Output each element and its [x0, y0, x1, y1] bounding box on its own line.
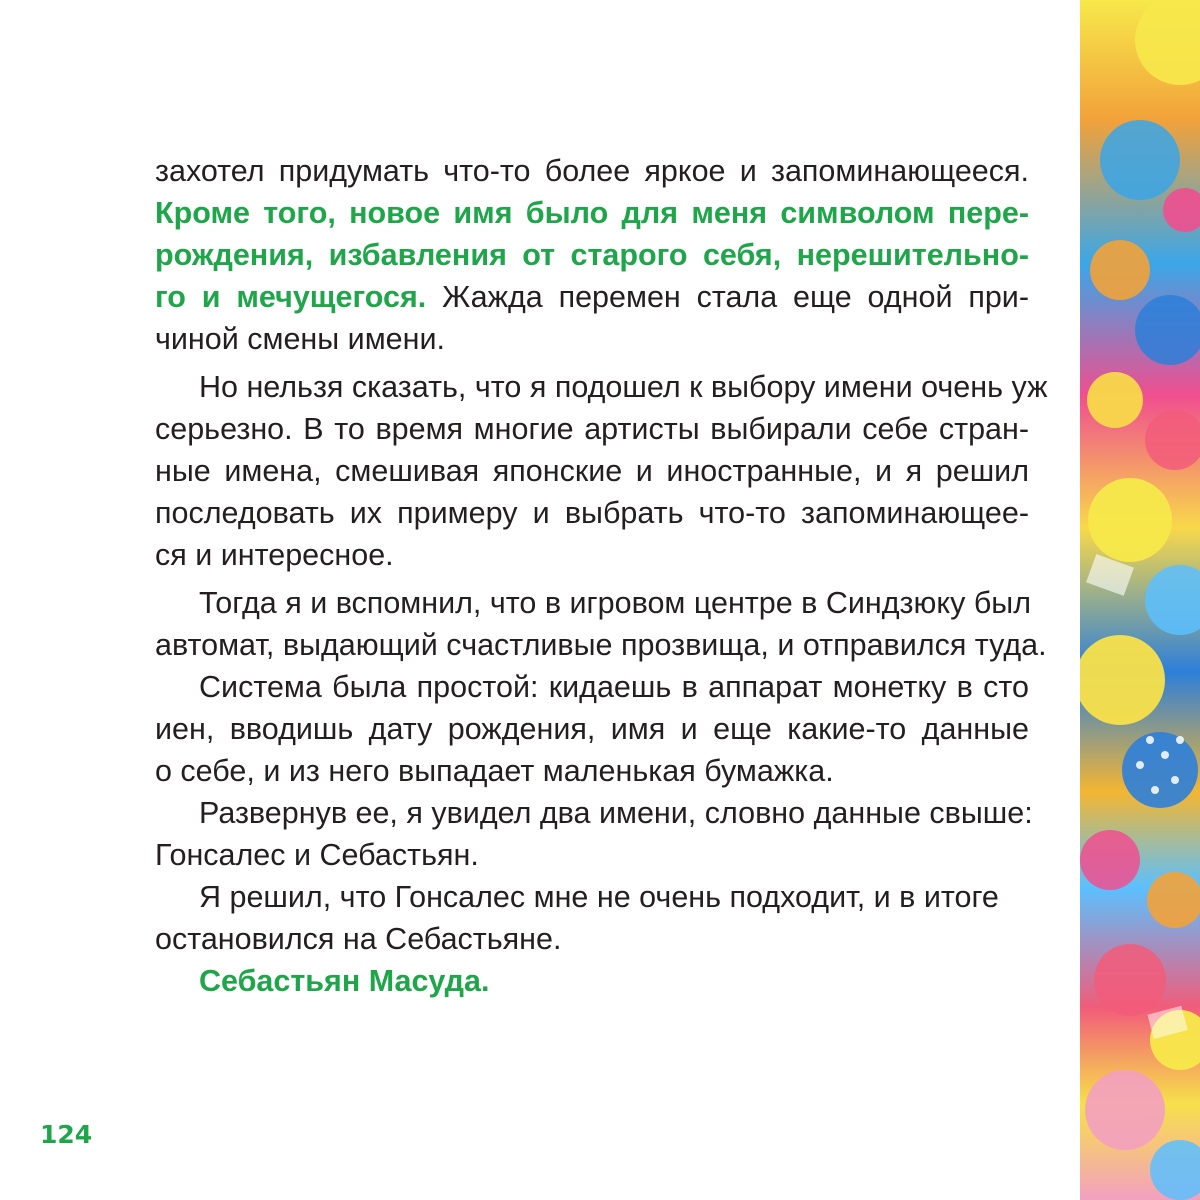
text-line: Но нельзя сказать, что я подошел к выбору имени очень уж	[199, 370, 1048, 404]
signature-name: Себастьян Масуда.	[199, 964, 490, 998]
text-line: о себе, и из него выпадает маленькая бумажка.	[155, 754, 834, 788]
text-line: захотел придумать что-то более яркое и запоминающееся.	[155, 154, 1029, 188]
text-line: Система была простой: кидаешь в аппарат монетку в сто	[199, 670, 1029, 704]
text-line: автомат, выдающий счастливые прозвища, и отправился туда.	[155, 628, 1047, 662]
text-line: ные имена, смешивая японские и иностранные, и я решил	[155, 454, 1029, 488]
text-line: чиной смены имени.	[155, 322, 445, 356]
text-line: остановился на Себастьяне.	[155, 922, 562, 956]
page-number: 124	[40, 1120, 93, 1149]
text-line	[155, 276, 1029, 318]
decorative-photo-strip	[1080, 0, 1200, 1200]
confetti-pattern	[1080, 0, 1200, 1200]
highlighted-text-line: Кроме того, новое имя было для меня символом пере-	[155, 196, 1029, 230]
text-line: Я решил, что Гонсалес мне не очень подходит, и в итоге	[199, 880, 999, 914]
text-line: ся и интересное.	[155, 538, 394, 572]
text-line: иен, вводишь дату рождения, имя и еще какие-то данные	[155, 712, 1029, 746]
text-line: последовать их примеру и выбрать что-то запоминающее-	[155, 496, 1029, 530]
text-line: Гонсалес и Себастьян.	[155, 838, 479, 872]
body-text	[155, 150, 1048, 1002]
highlighted-text-line: рождения, избавления от старого себя, нерешительно-	[155, 238, 1029, 272]
highlighted-text-fragment: го и мечущегося.	[155, 280, 427, 314]
text-line: серьезно. В то время многие артисты выбирали себе стран-	[155, 412, 1029, 446]
text-line: Развернув ее, я увидел два имени, словно данные свыше:	[199, 796, 1033, 830]
text-fragment: Жажда перемен стала еще одной при-	[426, 280, 1029, 314]
text-line: Тогда я и вспомнил, что в игровом центре в Синдзюку был	[199, 586, 1032, 620]
